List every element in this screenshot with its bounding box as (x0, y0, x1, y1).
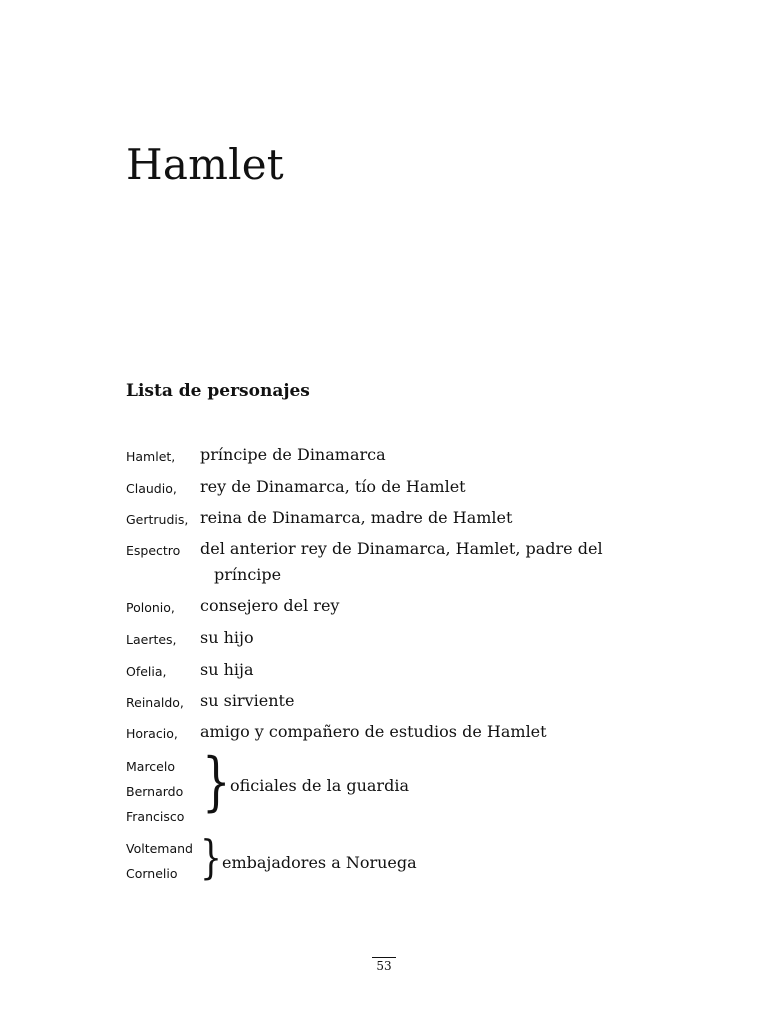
character-description: su hijo (200, 628, 254, 647)
character-description: su sirviente (200, 691, 295, 710)
character-name: Cornelio (126, 866, 178, 881)
character-description: su hija (200, 660, 254, 679)
group-brace-icon: } (202, 745, 231, 819)
page-number: 53 (376, 959, 392, 973)
page-number-rule (372, 957, 396, 958)
character-name: Reinaldo, (126, 695, 184, 710)
character-name: Gertrudis, (126, 512, 189, 527)
character-description: amigo y compañero de estudios de Hamlet (200, 722, 547, 741)
character-name: Horacio, (126, 726, 178, 741)
character-name: Claudio, (126, 481, 177, 496)
character-name: Bernardo (126, 784, 184, 799)
character-name: Espectro (126, 543, 181, 558)
character-name: Voltemand (126, 841, 193, 856)
character-name: Francisco (126, 809, 185, 824)
group-brace-icon: } (200, 830, 222, 884)
group-description: oficiales de la guardia (230, 776, 409, 795)
character-description-continued: príncipe (214, 565, 282, 584)
character-name: Marcelo (126, 759, 175, 774)
group-description: embajadores a Noruega (222, 853, 417, 872)
character-name: Laertes, (126, 632, 177, 647)
character-name: Polonio, (126, 600, 175, 615)
character-description: consejero del rey (200, 596, 340, 615)
character-name: Ofelia, (126, 664, 167, 679)
character-description: rey de Dinamarca, tío de Hamlet (200, 477, 466, 496)
character-description: del anterior rey de Dinamarca, Hamlet, padre del (200, 539, 603, 558)
character-name: Hamlet, (126, 449, 176, 464)
character-description: príncipe de Dinamarca (200, 445, 386, 464)
character-description: reina de Dinamarca, madre de Hamlet (200, 508, 513, 527)
page-title: Hamlet (126, 140, 284, 189)
section-heading: Lista de personajes (126, 381, 310, 401)
